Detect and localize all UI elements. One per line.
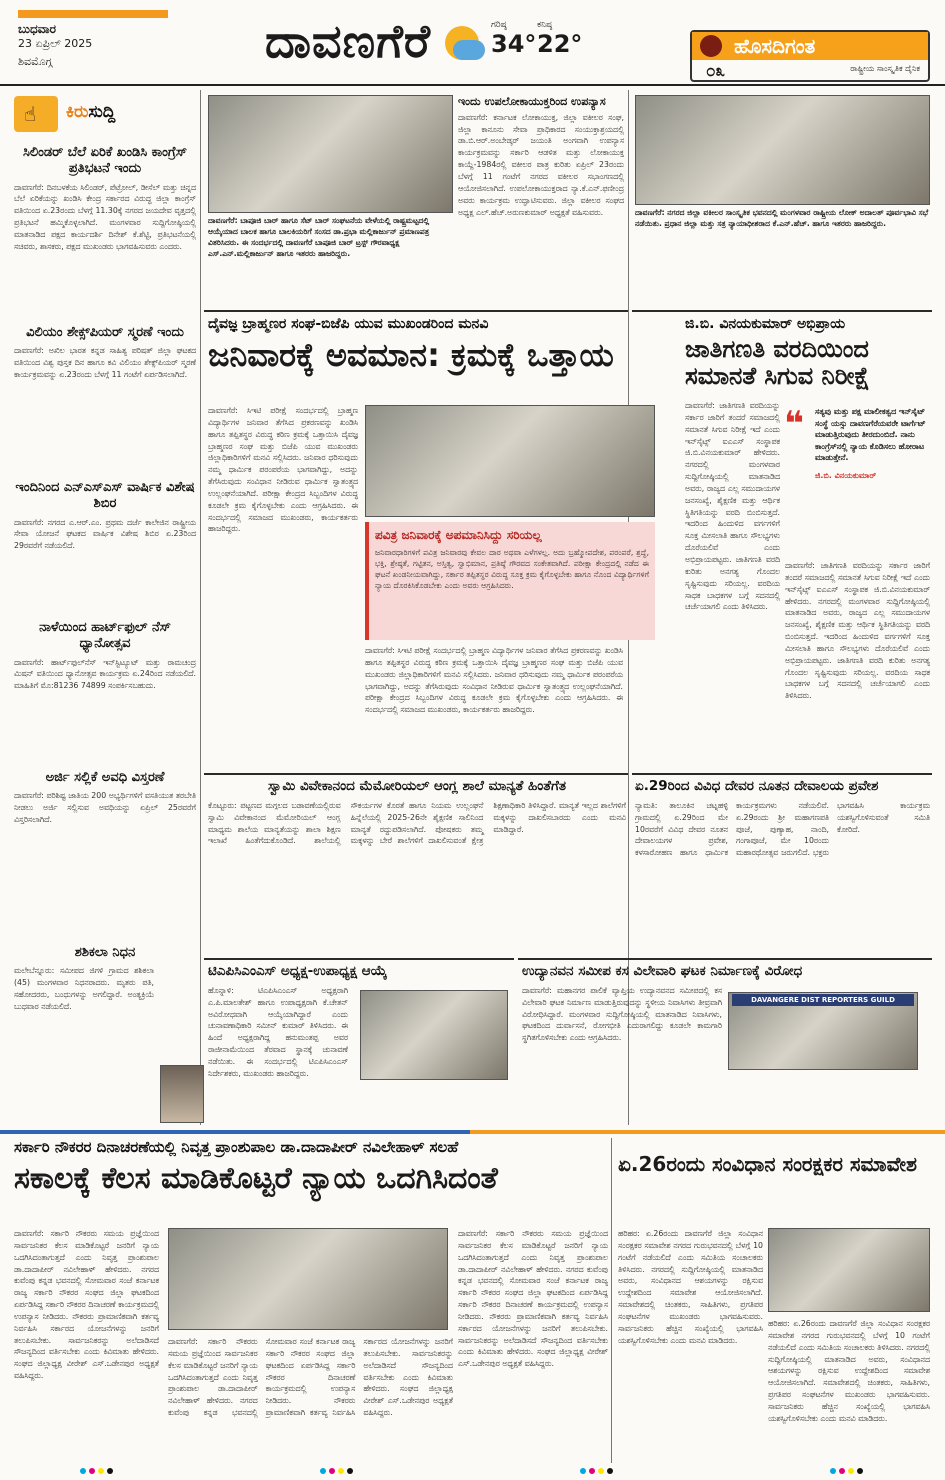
page-number: ೦೩: [706, 61, 726, 81]
brief-body: ದಾವಣಗೆರೆ: ದಿನಬಳಕೆಯ ಸಿಲಿಂಡರ್, ಪೆಟ್ರೋಲ್, ಡೀಸೆಲ್ ಮತ್ತು ಚಿನ್ನದ ಬೆಲೆ ಏರಿಕೆಯನ್ನು ಖಂಡಿಸಿ ಕೇಂದ್ರ ಸರ್ಕಾರದ ವಿರುದ್ಧ ಜಿಲ್ಲಾ ಕಾಂಗ್ರೆಸ್ ವತಿಯಿಂದ ಏ.23ರಂದು ಬೆಳಗ್ಗೆ 11.30ಕ್ಕೆ ನಗರದ ಜಯದೇವ ವೃತ್ತದಲ್ಲಿ ಪ್ರತಿಭಟನೆ ಹಮ್ಮಿಕೊಳ್ಳಲಾಗಿದೆ. ಮಂಗಳವಾರ ಸುದ್ದಿಗೋಷ್ಠಿಯಲ್ಲಿ ಮಾತನಾಡಿದ ಪಕ್ಷದ ಕಾರ್ಯದರ್ಶಿ ದಿನೇಶ್ ಕೆ.ಶೆಟ್ಟಿ, ಪ್ರತಿಭಟನೆಯಲ್ಲಿ ಸಚಿವರು, ಶಾಸಕರು, ಪಕ್ಷದ ಮುಖಂಡರು ಭಾಗವಹಿಸುವರು ಎಂದರು.: [14, 182, 196, 251]
day-label: ಬುಧವಾರ: [18, 22, 56, 36]
memorandum-photo: [365, 405, 655, 517]
date-label: 23 ಏಪ್ರಿಲ್ 2025: [18, 37, 93, 50]
pull-quote: [815, 406, 927, 482]
article-body: ದಾವಣಗೆರೆ: ಮಹಾನಗರ ಪಾಲಿಕೆ ವ್ಯಾಪ್ತಿಯ ಉದ್ಯಾನವನದ ಸಮೀಪದಲ್ಲಿ ಕಸ ವಿಲೇವಾರಿ ಘಟಕ ನಿರ್ಮಾಣ ಮಾಡುತ್ತಿರುವುದನ್ನು ಸ್ಥಳೀಯ ನಿವಾಸಿಗಳು ತೀವ್ರವಾಗಿ ವಿರೋಧಿಸಿದ್ದಾರೆ. ಮಂಗಳವಾರ ಸುದ್ದಿಗೋಷ್ಠಿಯಲ್ಲಿ ಮಾತನಾಡಿದ ನಿವಾಸಿಗಳು, ಘಟಕದಿಂದ ದುರ್ವಾಸನೆ, ರೋಗಭೀತಿ ಎದುರಾಗಲಿದ್ದು ಕೂಡಲೇ ಕಾಮಗಾರಿ ಸ್ಥಗಿತಗೊಳಿಸಬೇಕು ಎಂದು ಆಗ್ರಹಿಸಿದರು.: [522, 985, 722, 1043]
brand-tagline: ರಾಷ್ಟ್ರೀಯ ಸಾಂಸ್ಕೃತಿಕ ದೈನಿಕ: [850, 64, 920, 73]
employees-day-body: [14, 1228, 159, 1463]
constitution-meet-continuation: [768, 1318, 930, 1463]
brief-title: ಇಂದಿನಿಂದ ಎನ್ಎಸ್ಎಸ್ ವಾರ್ಷಿಕ ವಿಶೇಷ ಶಿಬಿರ: [15, 480, 195, 512]
city-label: ಶಿವಮೊಗ್ಗ: [18, 55, 53, 68]
brief-item: [14, 145, 196, 325]
school-recognition-article: [208, 778, 626, 953]
article-headline: ಜಾತಿಗಣತಿ ವರದಿಯಿಂದ ಸಮಾನತೆ ಸಿಗುವ ನಿರೀಕ್ಷೆ: [685, 335, 870, 390]
tapcms-group-photo: [360, 990, 508, 1080]
constitution-meet-photo: [768, 1228, 930, 1312]
quote-icon: ❝: [784, 404, 804, 444]
column-divider: [611, 1138, 612, 1463]
article-body: ದಾವಣಗೆರೆ: ಕರ್ನಾಟಕ ಲೋಕಾಯುಕ್ತ, ಜಿಲ್ಲಾ ವಕೀಲರ ಸಂಘ, ಜಿಲ್ಲಾ ಕಾನೂನು ಸೇವಾ ಪ್ರಾಧಿಕಾರದ ಸಂಯುಕ್ತಾಶ್ರಯದಲ್ಲಿ ಡಾ.ಬಿ.ಆರ್.ಅಂಬೇಡ್ಕರ್ ಜಯಂತಿ ಅಂಗವಾಗಿ ಉಪನ್ಯಾಸ ಕಾರ್ಯಕ್ರಮವನ್ನು ಸರ್ಕಾರಿ ಆಡಳಿತ ಮತ್ತು ಲೋಕಾಯುಕ್ತ ಕಾಯ್ದೆ-1984ರಲ್ಲಿ ವಕೀಲರ ಪಾತ್ರ ಕುರಿತು ಏಪ್ರಿಲ್ 23ರಂದು ಬೆಳಗ್ಗೆ 11 ಗಂಟೆಗೆ ನಗರದ ವಕೀಲರ ಸಭಾಂಗಣದಲ್ಲಿ ಆಯೋಜಿಸಲಾಗಿದೆ. ಉಪಲೋಕಾಯುಕ್ತರಾದ ನ್ಯಾ.ಕೆ.ಎನ್.ಫಣೀಂದ್ರ ಅವರು ಕಾರ್ಯಕ್ರಮ ಉದ್ಘಾಟಿಸುವರು. ಜಿಲ್ಲಾ ವಕೀಲರ ಸಂಘದ ಅಧ್ಯಕ್ಷ ಎಲ್.ಹೆಚ್.ಅರುಣಕುಮಾರ್ ಅಧ್ಯಕ್ಷತೆ ವಹಿಸುವರು.: [458, 112, 624, 217]
quote-author: ಜಿ.ಬಿ. ವಿನಯಕುಮಾರ್: [815, 470, 877, 480]
article-body: ಕೊಟ್ಟೂರು: ಪಟ್ಟಣದ ಮಗ್ಗಲದ ಬಡಾವಣೆಯಲ್ಲಿರುವ ಸ್ವಾಮಿ ವಿವೇಕಾನಂದ ಮೆಮೋರಿಯಲ್ ಆಂಗ್ಲ ಮಾಧ್ಯಮ ಶಾಲೆಯ ಮಾನ್ಯತೆಯನ್ನು ಶಾಲಾ ಶಿಕ್ಷಣ ಇಲಾಖೆ ಹಿಂತೆಗೆದುಕೊಂಡಿದೆ. ಶಾಲೆಯಲ್ಲಿ ಸೌಕರ್ಯಗಳ ಕೊರತೆ ಹಾಗೂ ನಿಯಮ ಉಲ್ಲಂಘನೆ ಹಿನ್ನೆಲೆಯಲ್ಲಿ 2025-26ನೇ ಶೈಕ್ಷಣಿಕ ಸಾಲಿನಿಂದ ಮಾನ್ಯತೆ ರದ್ದುಪಡಿಸಲಾಗಿದೆ. ಪೋಷಕರು ತಮ್ಮ ಮಕ್ಕಳನ್ನು ಬೇರೆ ಶಾಲೆಗಳಿಗೆ ದಾಖಲಿಸುವಂತೆ ಕ್ಷೇತ್ರ ಶಿಕ್ಷಣಾಧಿಕಾರಿ ತಿಳಿಸಿದ್ದಾರೆ. ಮಾನ್ಯತೆ ಇಲ್ಲದ ಶಾಲೆಗಳಿಗೆ ಮಕ್ಕಳನ್ನು ದಾಖಲಿಸಬಾರದು ಎಂದು ಮನವಿ ಮಾಡಿದ್ದಾರೆ.: [208, 800, 626, 846]
article-body: ದಾವಣಗೆರೆ: ಸಿಇಟಿ ಪರೀಕ್ಷೆ ಸಂದರ್ಭದಲ್ಲಿ ಬ್ರಾಹ್ಮಣ ವಿದ್ಯಾರ್ಥಿಗಳ ಜನಿವಾರ ತೆಗೆಸಿದ ಪ್ರಕರಣವನ್ನು ಖಂಡಿಸಿ ಹಾಗೂ ತಪ್ಪಿತಸ್ಥರ ವಿರುದ್ಧ ಕಠಿಣ ಕ್ರಮಕ್ಕೆ ಒತ್ತಾಯಿಸಿ ದೈವಜ್ಞ ಬ್ರಾಹ್ಮಣರ ಸಂಘ ಮತ್ತು ಬಿಜೆಪಿ ಯುವ ಮುಖಂಡರು ಜಿಲ್ಲಾಧಿಕಾರಿಗಳಿಗೆ ಮನವಿ ಸಲ್ಲಿಸಿದರು. ಜನಿವಾರ ಧರಿಸುವುದು ನಮ್ಮ ಧಾರ್ಮಿಕ ಪರಂಪರೆಯ ಭಾಗವಾಗಿದ್ದು, ಅದನ್ನು ತೆಗೆಸಿರುವುದು ಸಂವಿಧಾನ ನೀಡಿರುವ ಧಾರ್ಮಿಕ ಸ್ವಾತಂತ್ರ್ಯದ ಉಲ್ಲಂಘನೆಯಾಗಿದೆ. ಪರೀಕ್ಷಾ ಕೇಂದ್ರದ ಸಿಬ್ಬಂದಿಗಳ ವಿರುದ್ಧ ಕೂಡಲೇ ಕ್ರಮ ಕೈಗೊಳ್ಳಬೇಕು ಎಂದು ಆಗ್ರಹಿಸಿದರು. ಈ ಸಂದರ್ಭದಲ್ಲಿ ಸಮಾಜದ ಮುಖಂಡರು, ಕಾರ್ಯಕರ್ತರು ಹಾಜರಿದ್ದರು.: [365, 646, 623, 715]
kiru-suddi-title: ಕಿರುಸುದ್ದಿ: [66, 102, 116, 122]
article-body: ದಾವಣಗೆರೆ: ಸರ್ಕಾರಿ ನೌಕರರು ಸಮಯ ಪ್ರಜ್ಞೆಯಿಂದ ಸಾರ್ವಜನಿಕರ ಕೆಲಸ ಮಾಡಿಕೊಟ್ಟರೆ ಜನರಿಗೆ ನ್ಯಾಯ ಒದಗಿಸಿದಂತಾಗುತ್ತದೆ ಎಂದು ನಿವೃತ್ತ ಪ್ರಾಂಶುಪಾಲ ಡಾ.ದಾದಾಪೀರ್ ನವಿಲೇಹಾಳ್ ಹೇಳಿದರು. ನಗರದ ಕುವೆಂಪು ಕನ್ನಡ ಭವನದಲ್ಲಿ ಸೋಮವಾರ ಸಂಜೆ ಕರ್ನಾಟಕ ರಾಜ್ಯ ಸರ್ಕಾರಿ ನೌಕರರ ಸಂಘದ ಜಿಲ್ಲಾ ಘಟಕದಿಂದ ಏರ್ಪಡಿಸಿದ್ದ ಸರ್ಕಾರಿ ನೌಕರರ ದಿನಾಚರಣೆ ಕಾರ್ಯಕ್ರಮದಲ್ಲಿ ಉಪನ್ಯಾಸ ನೀಡಿದರು. ನೌಕರರು ಪ್ರಾಮಾಣಿಕವಾಗಿ ಕರ್ತವ್ಯ ನಿರ್ವಹಿಸಿ ಸರ್ಕಾರದ ಯೋಜನೆಗಳನ್ನು ಜನರಿಗೆ ತಲುಪಿಸಬೇಕು. ಸಾರ್ವಜನಿಕರನ್ನು ಅಲೆದಾಡಿಸದೆ ಸೌಜನ್ಯದಿಂದ ವರ್ತಿಸಬೇಕು ಎಂದು ಕಿವಿಮಾತು ಹೇಳಿದರು. ಸಂಘದ ಜಿಲ್ಲಾಧ್ಯಕ್ಷ ವೀರೇಶ್ ಎಸ್.ಒಡೇನಪುರ ಅಧ್ಯಕ್ಷತೆ ವಹಿಸಿದ್ದರು.: [14, 1229, 159, 1381]
temple-entry-article: [635, 778, 930, 953]
brand-name: ಹೊಸದಿಗಂತ: [734, 34, 816, 58]
article-title: ಏ.29ರಿಂದ ವಿವಿಧ ದೇವರ ನೂತನ ದೇವಾಲಯ ಪ್ರವೇಶ: [635, 778, 879, 794]
lead-article-continuation: [365, 645, 623, 765]
photo-caption-block: [208, 215, 453, 307]
brief-title: ವಿಲಿಯಂ ಶೇಕ್ಸ್‌ಪಿಯರ್ ಸ್ಮರಣೆ ಇಂದು: [26, 325, 184, 340]
print-registration-marks: [80, 1468, 865, 1476]
photo-caption: ದಾವಣಗೆರೆ: ಬಾಪೂಜಿ ಬಾರ್ ಹಾಗೂ ಸೆಟ್ ಬಾರ್ ಸಂಘಟನೆಯ ವೇಳೆಯಲ್ಲಿ ರಾಷ್ಟ್ರಮಟ್ಟದಲ್ಲಿ ಆಯ್ಕೆಯಾದ ಬಾಲಕ ಹಾಗೂ ಬಾಲಕಿಯರಿಗೆ ಸಂಸದ ಡಾ.ಪ್ರಭಾ ಮಲ್ಲಿಕಾರ್ಜುನ್ ಪ್ರಮಾಣಪತ್ರ ವಿತರಿಸಿದರು. ಈ ಸಂದರ್ಭದಲ್ಲಿ ದಾವಣಗೆರೆ ಬಾಪೂಜಿ ಬಾರ್ ಟ್ರಸ್ಟ್ ಗೌರವಾಧ್ಯಕ್ಷ ಎಸ್.ಎನ್.ಮಲ್ಲಿಕಾರ್ಜುನ್ ಹಾಗೂ ಇತರರು ಹಾಜರಿದ್ದರು.: [208, 216, 430, 258]
highlight-title: ಪವಿತ್ರ ಜನಿವಾರಕ್ಕೆ ಅಪಮಾನಿಸಿದ್ದು ಸರಿಯಲ್ಲ: [375, 528, 542, 542]
section-rule: [204, 773, 628, 775]
article-body: ನ್ಯಾಮತಿ: ತಾಲೂಕಿನ ಚಟ್ನಹಳ್ಳಿ ಗ್ರಾಮದಲ್ಲಿ ಏ.29ರಿಂದ ಮೇ 10ರವರೆಗೆ ವಿವಿಧ ದೇವರ ನೂತನ ದೇವಾಲಯಗಳ ಪ್ರವೇಶ, ಕಳಸಾರೋಹಣ ಹಾಗೂ ಧಾರ್ಮಿಕ ಕಾರ್ಯಕ್ರಮಗಳು ನಡೆಯಲಿವೆ. ಏ.29ರಂದು ಶ್ರೀ ಮಹಾಗಣಪತಿ ಪೂಜೆ, ಪುಣ್ಯಾಹ, ನಾಂದಿ, ಗಂಗಾಪೂಜೆ, ಮೇ 10ರಂದು ಮಹಾರಥೋತ್ಸವ ಜರುಗಲಿದೆ. ಭಕ್ತರು ಭಾಗವಹಿಸಿ ಕಾರ್ಯಕ್ರಮ ಯಶಸ್ವಿಗೊಳಿಸುವಂತೆ ಸಮಿತಿ ಕೋರಿದೆ.: [635, 800, 930, 858]
award-ceremony-photo: [208, 95, 453, 213]
constitution-meet-headline-block: [618, 1138, 933, 1220]
article-body: ಹೊನ್ನಾಳಿ: ಟಿಎಪಿಸಿಎಂಎಸ್ ಅಧ್ಯಕ್ಷರಾಗಿ ಎ.ಪಿ.ಮಾಲತೇಶ್ ಹಾಗೂ ಉಪಾಧ್ಯಕ್ಷರಾಗಿ ಕೆ.ಚೇತನ್ ಅವಿರೋಧವಾಗಿ ಆಯ್ಕೆಯಾಗಿದ್ದಾರೆ ಎಂದು ಚುನಾವಣಾಧಿಕಾರಿ ಸಮೀನ್ ಕುಮಾರ್ ತಿಳಿಸಿದರು. ಈ ಹಿಂದೆ ಅಧ್ಯಕ್ಷರಾಗಿದ್ದ ಹನುಮಂತಪ್ಪ ಅವರ ರಾಜೀನಾಮೆಯಿಂದ ತೆರವಾದ ಸ್ಥಾನಕ್ಕೆ ಚುನಾವಣೆ ನಡೆಯಿತು. ಈ ಸಂದರ್ಭದಲ್ಲಿ ಟಿಎಪಿಸಿಎಂಎಸ್ ನಿರ್ದೇಶಕರು, ಮುಖಂಡರು ಹಾಜರಿದ್ದರು.: [208, 985, 348, 1078]
article-title: ಇಂದು ಉಪಲೋಕಾಯುಕ್ತರಿಂದ ಉಪನ್ಯಾಸ: [458, 95, 606, 108]
article-headline: ಸಕಾಲಕ್ಕೆ ಕೆಲಸ ಮಾಡಿಕೊಟ್ಟರೆ ನ್ಯಾಯ ಒದಗಿಸಿದಂತೆ: [14, 1161, 498, 1196]
brief-body: ದಾವಣಗೆರೆ: ನಗರದ ಎ.ಆರ್.ಎಂ. ಪ್ರಥಮ ದರ್ಜೆ ಕಾಲೇಜಿನ ರಾಷ್ಟ್ರೀಯ ಸೇವಾ ಯೋಜನೆ ಘಟಕದ ವಾರ್ಷಿಕ ವಿಶೇಷ ಶಿಬಿರ ಏ.23ರಿಂದ 29ರವರೆಗೆ ನಡೆಯಲಿದೆ.: [14, 517, 196, 551]
section-rule: [632, 310, 932, 312]
brief-body: ಮಲೇಬೆನ್ನೂರು: ಸಮೀಪದ ಜಿಗಳಿ ಗ್ರಾಮದ ಶಶಿಕಲಾ (45) ಮಂಗಳವಾರ ನಿಧನರಾದರು. ಮೃತರು ಪತಿ, ಸಹೋದರರು, ಬಂಧುಗಳನ್ನು ಅಗಲಿದ್ದಾರೆ. ಅಂತ್ಯಕ್ರಿಯೆ ಬುಧವಾರ ನಡೆಯಲಿದೆ.: [14, 966, 154, 1011]
brief-item: [14, 620, 196, 770]
min-temp: ಕನಿಷ್ಠ 22°: [537, 20, 583, 58]
employees-day-continuation: [168, 1336, 453, 1463]
edition-title: ದಾವಣಗೆರೆ: [265, 14, 431, 68]
section-rule: [204, 310, 628, 312]
section-rule: [632, 773, 932, 775]
highlight-body: ಜನಿವಾರಧಾರಿಗಳಿಗೆ ಪವಿತ್ರ ಜನಿವಾರವು ಕೇವಲ ದಾರ ಅಥವಾ ಎಳೆಗಳಲ್ಲ. ಅದು ಬ್ರಹ್ಮೋಪದೇಶ, ಪರಂಪರೆ, ಶ್ರದ್ಧೆ, ಭಕ್ತಿ, ಶ್ರೇಷ್ಠತೆ, ಗಟ್ಟಿತನ, ಅಸ್ತಿತ್ವ, ಸ್ವಾಭಿಮಾನ, ಪ್ರತಿಷ್ಠೆ ಗೌರವದ ಸಂಕೇತವಾಗಿದೆ. ಪರೀಕ್ಷಾ ಕೇಂದ್ರದಲ್ಲಿ ನಡೆದ ಈ ಘಟನೆ ಖಂಡನೀಯವಾಗಿದ್ದು, ಸರ್ಕಾರ ತಪ್ಪಿತಸ್ಥರ ವಿರುದ್ಧ ಸೂಕ್ತ ಕ್ರಮ ಕೈಗೊಳ್ಳಬೇಕು ಹಾಗೂ ನೊಂದ ವಿದ್ಯಾರ್ಥಿಗಳಿಗೆ ನ್ಯಾಯ ದೊರಕಿಸಿಕೊಡಬೇಕು ಎಂದು ಅವರು ಆಗ್ರಹಿಸಿದರು.: [375, 548, 649, 590]
article-body: ದಾವಣಗೆರೆ: ಸರ್ಕಾರಿ ನೌಕರರು ಸಮಯ ಪ್ರಜ್ಞೆಯಿಂದ ಸಾರ್ವಜನಿಕರ ಕೆಲಸ ಮಾಡಿಕೊಟ್ಟರೆ ಜನರಿಗೆ ನ್ಯಾಯ ಒದಗಿಸಿದಂತಾಗುತ್ತದೆ ಎಂದು ನಿವೃತ್ತ ಪ್ರಾಂಶುಪಾಲ ಡಾ.ದಾದಾಪೀರ್ ನವಿಲೇಹಾಳ್ ಹೇಳಿದರು. ನಗರದ ಕುವೆಂಪು ಕನ್ನಡ ಭವನದಲ್ಲಿ ಸೋಮವಾರ ಸಂಜೆ ಕರ್ನಾಟಕ ರಾಜ್ಯ ಸರ್ಕಾರಿ ನೌಕರರ ಸಂಘದ ಜಿಲ್ಲಾ ಘಟಕದಿಂದ ಏರ್ಪಡಿಸಿದ್ದ ಸರ್ಕಾರಿ ನೌಕರರ ದಿನಾಚರಣೆ ಕಾರ್ಯಕ್ರಮದಲ್ಲಿ ಉಪನ್ಯಾಸ ನೀಡಿದರು. ನೌಕರರು ಪ್ರಾಮಾಣಿಕವಾಗಿ ಕರ್ತವ್ಯ ನಿರ್ವಹಿಸಿ ಸರ್ಕಾರದ ಯೋಜನೆಗಳನ್ನು ಜನರಿಗೆ ತಲುಪಿಸಬೇಕು. ಸಾರ್ವಜನಿಕರನ್ನು ಅಲೆದಾಡಿಸದೆ ಸೌಜನ್ಯದಿಂದ ವರ್ತಿಸಬೇಕು ಎಂದು ಕಿವಿಮಾತು ಹೇಳಿದರು. ಸಂಘದ ಜಿಲ್ಲಾಧ್ಯಕ್ಷ ವೀರೇಶ್ ಎಸ್.ಒಡೇನಪುರ ಅಧ್ಯಕ್ಷತೆ ವಹಿಸಿದ್ದರು.: [168, 1337, 453, 1418]
brief-title: ನಾಳೆಯಿಂದ ಹಾರ್ಟ್‌ಫುಲ್ ನೆಸ್ ಧ್ಯಾನೋತ್ಸವ: [39, 620, 171, 652]
column-divider: [200, 90, 201, 1125]
article-body: ದಾವಣಗೆರೆ: ಜಾತಿಗಣತಿ ವರದಿಯನ್ನು ಸರ್ಕಾರ ಜಾರಿಗೆ ತಂದರೆ ಸಮಾಜದಲ್ಲಿ ಸಮಾನತೆ ಸಿಗುವ ನಿರೀಕ್ಷೆ ಇದೆ ಎಂದು ಇನ್‌ಸೈಟ್ಸ್ ಐಎಎಸ್ ಸಂಸ್ಥಾಪಕ ಜಿ.ಬಿ.ವಿನಯಕುಮಾರ್ ಹೇಳಿದರು. ನಗರದಲ್ಲಿ ಮಂಗಳವಾರ ಸುದ್ದಿಗೋಷ್ಠಿಯಲ್ಲಿ ಮಾತನಾಡಿದ ಅವರು, ರಾಜ್ಯದ ಎಲ್ಲ ಸಮುದಾಯಗಳ ಜನಸಂಖ್ಯೆ, ಶೈಕ್ಷಣಿಕ ಮತ್ತು ಆರ್ಥಿಕ ಸ್ಥಿತಿಗತಿಯನ್ನು ವರದಿ ಬಿಂಬಿಸುತ್ತದೆ. ಇದರಿಂದ ಹಿಂದುಳಿದ ವರ್ಗಗಳಿಗೆ ಸೂಕ್ತ ಮೀಸಲಾತಿ ಹಾಗೂ ಸೌಲಭ್ಯಗಳು ದೊರೆಯಲಿವೆ ಎಂದು ಅಭಿಪ್ರಾಯಪಟ್ಟರು. ಜಾತಿಗಣತಿ ವರದಿ ಕುರಿತು ಅನಗತ್ಯ ಗೊಂದಲ ಸೃಷ್ಟಿಸುವುದು ಸರಿಯಲ್ಲ. ವರದಿಯ ಸಾಧಕ ಬಾಧಕಗಳ ಬಗ್ಗೆ ಸದನದಲ್ಲಿ ಚರ್ಚೆಯಾಗಲಿ ಎಂದು ತಿಳಿಸಿದರು.: [685, 401, 780, 612]
brief-body: ದಾವಣಗೆರೆ: ಪರಿಶಿಷ್ಟ ಜಾತಿಯ 200 ಅಭ್ಯರ್ಥಿಗಳಿಗೆ ವಸತಿಯುತ ತರಬೇತಿ ನೀಡಲು ಅರ್ಜಿ ಸಲ್ಲಿಸುವ ಅವಧಿಯನ್ನು ಏಪ್ರಿಲ್ 25ರವರೆಗೆ ವಿಸ್ತರಿಸಲಾಗಿದೆ.: [14, 791, 196, 824]
caste-census-headline-block: [685, 316, 930, 400]
article-body: ದಾವಣಗೆರೆ: ಸರ್ಕಾರಿ ನೌಕರರು ಸಮಯ ಪ್ರಜ್ಞೆಯಿಂದ ಸಾರ್ವಜನಿಕರ ಕೆಲಸ ಮಾಡಿಕೊಟ್ಟರೆ ಜನರಿಗೆ ನ್ಯಾಯ ಒದಗಿಸಿದಂತಾಗುತ್ತದೆ ಎಂದು ನಿವೃತ್ತ ಪ್ರಾಂಶುಪಾಲ ಡಾ.ದಾದಾಪೀರ್ ನವಿಲೇಹಾಳ್ ಹೇಳಿದರು. ನಗರದ ಕುವೆಂಪು ಕನ್ನಡ ಭವನದಲ್ಲಿ ಸೋಮವಾರ ಸಂಜೆ ಕರ್ನಾಟಕ ರಾಜ್ಯ ಸರ್ಕಾರಿ ನೌಕರರ ಸಂಘದ ಜಿಲ್ಲಾ ಘಟಕದಿಂದ ಏರ್ಪಡಿಸಿದ್ದ ಸರ್ಕಾರಿ ನೌಕರರ ದಿನಾಚರಣೆ ಕಾರ್ಯಕ್ರಮದಲ್ಲಿ ಉಪನ್ಯಾಸ ನೀಡಿದರು. ನೌಕರರು ಪ್ರಾಮಾಣಿಕವಾಗಿ ಕರ್ತವ್ಯ ನಿರ್ವಹಿಸಿ ಸರ್ಕಾರದ ಯೋಜನೆಗಳನ್ನು ಜನರಿಗೆ ತಲುಪಿಸಬೇಕು. ಸಾರ್ವಜನಿಕರನ್ನು ಅಲೆದಾಡಿಸದೆ ಸೌಜನ್ಯದಿಂದ ವರ್ತಿಸಬೇಕು ಎಂದು ಕಿವಿಮಾತು ಹೇಳಿದರು. ಸಂಘದ ಜಿಲ್ಲಾಧ್ಯಕ್ಷ ವೀರೇಶ್ ಎಸ್.ಒಡೇನಪುರ ಅಧ್ಯಕ್ಷತೆ ವಹಿಸಿದ್ದರು.: [458, 1229, 608, 1369]
kiru-suddi-header: [14, 96, 196, 136]
brief-body: ದಾವಣಗೆರೆ: ಹಾರ್ಟ್‌ಫುಲ್‌ನೆಸ್ ಇನ್‌ಸ್ಟಿಟ್ಯೂಟ್ ಮತ್ತು ರಾಮಚಂದ್ರ ಮಿಷನ್ ವತಿಯಿಂದ ಧ್ಯಾನೋತ್ಸವ ಕಾರ್ಯಕ್ರಮ ಏ.24ರಿಂದ ನಡೆಯಲಿದೆ. ಮಾಹಿತಿಗೆ ಮೊ:81236 74899 ಸಂಪರ್ಕಿಸಬಹುದು.: [14, 657, 196, 691]
lead-article-body: [208, 405, 358, 765]
brief-title: ಸಿಲಿಂಡರ್ ಬೆಲೆ ಏರಿಕೆ ಖಂಡಿಸಿ ಕಾಂಗ್ರೆಸ್ ಪ್ರತಿಭಟನೆ ಇಂದು: [22, 145, 188, 177]
article-title: ಸ್ವಾಮಿ ವಿವೇಕಾನಂದ ಮೆಮೋರಿಯಲ್ ಆಂಗ್ಲ ಶಾಲೆ ಮಾನ್ಯತೆ ಹಿಂತೆಗೆತ: [268, 778, 566, 794]
article-title: ಉದ್ಯಾನವನ ಸಮೀಪ ಕಸ ವಿಲೇವಾರಿ ಘಟಕ ನಿರ್ಮಾಣಕ್ಕೆ ವಿರೋಧ: [522, 963, 803, 979]
max-temp: ಗರಿಷ್ಠ 34°: [491, 20, 537, 58]
article-kicker: ಸರ್ಕಾರಿ ನೌಕರರ ದಿನಾಚರಣೆಯಲ್ಲಿ ನಿವೃತ್ತ ಪ್ರಾಂಶುಪಾಲ ಡಾ.ದಾದಾಪೀರ್ ನವಿಲೇಹಾಳ್ ಸಲಹೆ: [14, 1138, 459, 1156]
brief-title: ಅರ್ಜಿ ಸಲ್ಲಿಕೆ ಅವಧಿ ವಿಸ್ತರಣೆ: [45, 770, 165, 785]
obituary-photo: [160, 1065, 204, 1123]
article-body: ದಾವಣಗೆರೆ: ಜಾತಿಗಣತಿ ವರದಿಯನ್ನು ಸರ್ಕಾರ ಜಾರಿಗೆ ತಂದರೆ ಸಮಾಜದಲ್ಲಿ ಸಮಾನತೆ ಸಿಗುವ ನಿರೀಕ್ಷೆ ಇದೆ ಎಂದು ಇನ್‌ಸೈಟ್ಸ್ ಐಎಎಸ್ ಸಂಸ್ಥಾಪಕ ಜಿ.ಬಿ.ವಿನಯಕುಮಾರ್ ಹೇಳಿದರು. ನಗರದಲ್ಲಿ ಮಂಗಳವಾರ ಸುದ್ದಿಗೋಷ್ಠಿಯಲ್ಲಿ ಮಾತನಾಡಿದ ಅವರು, ರಾಜ್ಯದ ಎಲ್ಲ ಸಮುದಾಯಗಳ ಜನಸಂಖ್ಯೆ, ಶೈಕ್ಷಣಿಕ ಮತ್ತು ಆರ್ಥಿಕ ಸ್ಥಿತಿಗತಿಯನ್ನು ವರದಿ ಬಿಂಬಿಸುತ್ತದೆ. ಇದರಿಂದ ಹಿಂದುಳಿದ ವರ್ಗಗಳಿಗೆ ಸೂಕ್ತ ಮೀಸಲಾತಿ ಹಾಗೂ ಸೌಲಭ್ಯಗಳು ದೊರೆಯಲಿವೆ ಎಂದು ಅಭಿಪ್ರಾಯಪಟ್ಟರು. ಜಾತಿಗಣತಿ ವರದಿ ಕುರಿತು ಅನಗತ್ಯ ಗೊಂದಲ ಸೃಷ್ಟಿಸುವುದು ಸರಿಯಲ್ಲ. ವರದಿಯ ಸಾಧಕ ಬಾಧಕಗಳ ಬಗ್ಗೆ ಸದನದಲ್ಲಿ ಚರ್ಚೆಯಾಗಲಿ ಎಂದು ತಿಳಿಸಿದರು.: [785, 561, 930, 701]
photo-caption: ದಾವಣಗೆರೆ: ನಗರದ ಜಿಲ್ಲಾ ವಕೀಲರ ಸಾಂಸ್ಕೃತಿಕ ಭವನದಲ್ಲಿ ಮಂಗಳವಾರ ರಾಷ್ಟ್ರೀಯ ಲೋಕ್ ಅದಾಲತ್ ಪೂರ್ವಭಾವಿ ಸಭೆ ನಡೆಯಿತು. ಪ್ರಧಾನ ಜಿಲ್ಲಾ ಮತ್ತು ಸತ್ರ ನ್ಯಾಯಾಧೀಶರಾದ ಕೆ.ಎನ್.ಹೆಚ್. ಹಾಗೂ ಇತರರು ಹಾಜರಿದ್ದರು.: [635, 208, 929, 228]
brief-news-column: [14, 145, 196, 1140]
masthead: [0, 0, 945, 86]
article-body: ಹರಿಹರ: ಏ.26ರಂದು ದಾವಣಗೆರೆ ಜಿಲ್ಲಾ ಸಂವಿಧಾನ ಸಂರಕ್ಷಕರ ಸಮಾವೇಶ ನಗರದ ಗುರುಭವನದಲ್ಲಿ ಬೆಳಗ್ಗೆ 10 ಗಂಟೆಗೆ ನಡೆಯಲಿದೆ ಎಂದು ಸಮಿತಿಯ ಸಂಚಾಲಕರು ತಿಳಿಸಿದರು. ನಗರದಲ್ಲಿ ಸುದ್ದಿಗೋಷ್ಠಿಯಲ್ಲಿ ಮಾತನಾಡಿದ ಅವರು, ಸಂವಿಧಾನದ ಆಶಯಗಳನ್ನು ರಕ್ಷಿಸುವ ಉದ್ದೇಶದಿಂದ ಸಮಾವೇಶ ಆಯೋಜಿಸಲಾಗಿದೆ. ಸಮಾವೇಶದಲ್ಲಿ ಚಿಂತಕರು, ಸಾಹಿತಿಗಳು, ಪ್ರಗತಿಪರ ಸಂಘಟನೆಗಳ ಮುಖಂಡರು ಭಾಗವಹಿಸುವರು. ಸಾರ್ವಜನಿಕರು ಹೆಚ್ಚಿನ ಸಂಖ್ಯೆಯಲ್ಲಿ ಭಾಗವಹಿಸಿ ಯಶಸ್ವಿಗೊಳಿಸಬೇಕು ಎಂದು ಮನವಿ ಮಾಡಿದರು.: [618, 1229, 763, 1345]
lok-adalat-photo: [635, 95, 930, 205]
brand-logo-icon: [700, 35, 722, 57]
caste-census-body: [685, 400, 780, 770]
newspaper-brand: [690, 30, 930, 82]
lead-headline: ಜನಿವಾರಕ್ಕೆ ಅವಮಾನ: ಕ್ರಮಕ್ಕೆ ಒತ್ತಾಯ: [208, 336, 614, 374]
weather-box: [445, 20, 605, 76]
brief-item: [14, 480, 196, 620]
reporters-guild-banner: DAVANGERE DIST REPORTERS GUILD: [732, 994, 914, 1006]
constitution-meet-body: [618, 1228, 763, 1463]
employees-day-headline-block: [14, 1138, 604, 1220]
highlight-box: [365, 522, 655, 640]
cloud-icon: [453, 40, 485, 60]
section-rule: [204, 958, 514, 960]
blue-divider: [0, 1130, 470, 1134]
employees-day-photo: [168, 1228, 448, 1330]
brief-item: [14, 770, 196, 945]
quote-text: ಸತ್ಯವು ಮತ್ತು ಪಕ್ಷ ಮಾಲೀಕತ್ವದ ಇನ್‌ಸೈಟ್ ಸಂಸ್ಥೆ ಯಸ್ಸು ದಾವಣಗೆರೆಯವರೇ ಟಾರ್ಗೆಟ್ ಮಾಡುತ್ತಿರುವುದು ತೀರದುಂಬಿದೆ. ನಾನು ಕಾಂಗ್ರೆಸ್‌ನಲ್ಲಿ ನ್ಯಾಯ ಕೊಡಿಸಲು ಹೋರಾಟ ಮಾಡುತ್ತೇನೆ.: [815, 407, 926, 463]
lead-kicker: ದೈವಜ್ಞ ಬ್ರಾಹ್ಮಣರ ಸಂಘ-ಬಿಜೆಪಿ ಯುವ ಮುಖಂಡರಿಂದ ಮನವಿ: [208, 316, 489, 332]
article-kicker: ಜಿ.ಬಿ. ವಿನಯಕುಮಾರ್ ಅಭಿಪ್ರಾಯ: [685, 316, 846, 332]
article-body: ಹರಿಹರ: ಏ.26ರಂದು ದಾವಣಗೆರೆ ಜಿಲ್ಲಾ ಸಂವಿಧಾನ ಸಂರಕ್ಷಕರ ಸಮಾವೇಶ ನಗರದ ಗುರುಭವನದಲ್ಲಿ ಬೆಳಗ್ಗೆ 10 ಗಂಟೆಗೆ ನಡೆಯಲಿದೆ ಎಂದು ಸಮಿತಿಯ ಸಂಚಾಲಕರು ತಿಳಿಸಿದರು. ನಗರದಲ್ಲಿ ಸುದ್ದಿಗೋಷ್ಠಿಯಲ್ಲಿ ಮಾತನಾಡಿದ ಅವರು, ಸಂವಿಧಾನದ ಆಶಯಗಳನ್ನು ರಕ್ಷಿಸುವ ಉದ್ದೇಶದಿಂದ ಸಮಾವೇಶ ಆಯೋಜಿಸಲಾಗಿದೆ. ಸಮಾವೇಶದಲ್ಲಿ ಚಿಂತಕರು, ಸಾಹಿತಿಗಳು, ಪ್ರಗತಿಪರ ಸಂಘಟನೆಗಳ ಮುಖಂಡರು ಭಾಗವಹಿಸುವರು. ಸಾರ್ವಜನಿಕರು ಹೆಚ್ಚಿನ ಸಂಖ್ಯೆಯಲ್ಲಿ ಭಾಗವಹಿಸಿ ಯಶಸ್ವಿಗೊಳಿಸಬೇಕು ಎಂದು ಮನವಿ ಮಾಡಿದರು.: [768, 1319, 930, 1423]
caste-census-continuation: [785, 560, 930, 770]
section-rule: [518, 958, 932, 960]
article-title: ಟಿಎಪಿಸಿಎಂಎಸ್ ಅಧ್ಯಕ್ಷ-ಉಪಾಧ್ಯಕ್ಷ ಆಯ್ಕೆ: [208, 963, 387, 979]
lead-headline-block: [208, 316, 626, 400]
brief-title: ಶಶಿಕಲಾ ನಿಧನ: [74, 945, 136, 960]
brief-item: [14, 325, 196, 480]
article-body: ದಾವಣಗೆರೆ: ಸಿಇಟಿ ಪರೀಕ್ಷೆ ಸಂದರ್ಭದಲ್ಲಿ ಬ್ರಾಹ್ಮಣ ವಿದ್ಯಾರ್ಥಿಗಳ ಜನಿವಾರ ತೆಗೆಸಿದ ಪ್ರಕರಣವನ್ನು ಖಂಡಿಸಿ ಹಾಗೂ ತಪ್ಪಿತಸ್ಥರ ವಿರುದ್ಧ ಕಠಿಣ ಕ್ರಮಕ್ಕೆ ಒತ್ತಾಯಿಸಿ ದೈವಜ್ಞ ಬ್ರಾಹ್ಮಣರ ಸಂಘ ಮತ್ತು ಬಿಜೆಪಿ ಯುವ ಮುಖಂಡರು ಜಿಲ್ಲಾಧಿಕಾರಿಗಳಿಗೆ ಮನವಿ ಸಲ್ಲಿಸಿದರು. ಜನಿವಾರ ಧರಿಸುವುದು ನಮ್ಮ ಧಾರ್ಮಿಕ ಪರಂಪರೆಯ ಭಾಗವಾಗಿದ್ದು, ಅದನ್ನು ತೆಗೆಸಿರುವುದು ಸಂವಿಧಾನ ನೀಡಿರುವ ಧಾರ್ಮಿಕ ಸ್ವಾತಂತ್ರ್ಯದ ಉಲ್ಲಂಘನೆಯಾಗಿದೆ. ಪರೀಕ್ಷಾ ಕೇಂದ್ರದ ಸಿಬ್ಬಂದಿಗಳ ವಿರುದ್ಧ ಕೂಡಲೇ ಕ್ರಮ ಕೈಗೊಳ್ಳಬೇಕು ಎಂದು ಆಗ್ರಹಿಸಿದರು. ಈ ಸಂದರ್ಭದಲ್ಲಿ ಸಮಾಜದ ಮುಖಂಡರು, ಕಾರ್ಯಕರ್ತರು ಹಾಜರಿದ್ದರು.: [208, 406, 358, 534]
photo-caption-block: [635, 207, 930, 307]
pointing-hand-icon: ☝: [14, 96, 58, 132]
brief-body: ದಾವಣಗೆರೆ: ಅಖಿಲ ಭಾರತ ಕನ್ನಡ ಸಾಹಿತ್ಯ ಪರಿಷತ್ ಜಿಲ್ಲಾ ಘಟಕದ ವತಿಯಿಂದ ವಿಶ್ವ ಪುಸ್ತಕ ದಿನ ಹಾಗೂ ಕವಿ ವಿಲಿಯಂ ಶೇಕ್ಸ್‌ಪಿಯರ್ ಸ್ಮರಣೆ ಕಾರ್ಯಕ್ರಮವನ್ನು ಏ.23ರಂದು ಬೆಳಗ್ಗೆ 11 ಗಂಟೆಗೆ ಏರ್ಪಡಿಸಲಾಗಿದೆ.: [14, 346, 196, 379]
date-box: [18, 10, 188, 69]
lokayukta-article: [458, 95, 624, 307]
orange-accent-bar: [18, 10, 168, 18]
article-headline: ಏ.26ರಂದು ಸಂವಿಧಾನ ಸಂರಕ್ಷಕರ ಸಮಾವೇಶ: [618, 1152, 917, 1176]
employees-day-continuation: [458, 1228, 608, 1463]
